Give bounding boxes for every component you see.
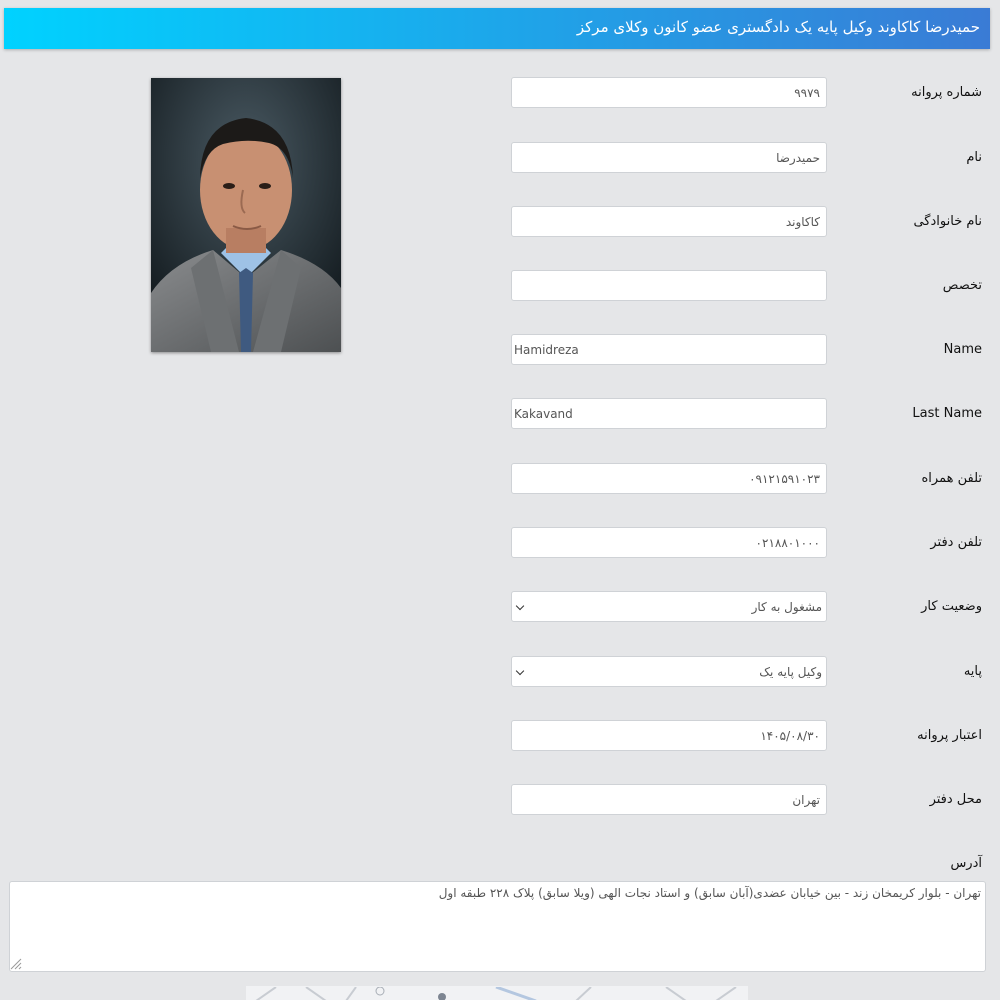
last-name-en-label: Last Name: [912, 406, 982, 421]
map-preview[interactable]: [246, 986, 748, 1000]
license-number-input[interactable]: [511, 77, 827, 108]
last-name-fa-row: [0, 206, 1000, 238]
last-name-en-row: [0, 398, 1000, 430]
office-phone-label: تلفن دفتر: [930, 535, 982, 550]
chevron-down-icon: [516, 602, 524, 610]
license-validity-input[interactable]: [511, 720, 827, 751]
first-name-en-label: Name: [943, 342, 982, 357]
license-validity-row: [0, 720, 1000, 752]
work-status-select[interactable]: [511, 591, 827, 622]
last-name-fa-input[interactable]: [511, 206, 827, 237]
work-status-label: وضعیت کار: [921, 599, 982, 614]
license-number-row: [0, 77, 1000, 109]
work-status-row: [0, 591, 1000, 623]
map-roads-graphic: [246, 987, 748, 1000]
specialty-input[interactable]: [511, 270, 827, 301]
page-title: حمیدرضا کاکاوند وکیل پایه یک دادگستری عضو کانون وکلای مرکز: [576, 18, 980, 36]
last-name-fa-label: نام خانوادگی: [913, 214, 982, 229]
office-phone-row: [0, 527, 1000, 559]
work-status-value: مشغول به کار: [751, 600, 822, 614]
office-location-input[interactable]: [511, 784, 827, 815]
address-label: آدرس: [950, 856, 982, 871]
first-name-fa-label: نام: [966, 150, 982, 165]
chevron-down-icon: [516, 667, 524, 675]
first-name-en-input[interactable]: [511, 334, 827, 365]
mobile-phone-label: تلفن همراه: [921, 471, 982, 486]
license-number-label: شماره پروانه: [911, 85, 982, 100]
license-validity-label: اعتبار پروانه: [917, 728, 982, 743]
first-name-fa-input[interactable]: [511, 142, 827, 173]
office-phone-input[interactable]: [511, 527, 827, 558]
first-name-fa-row: [0, 142, 1000, 174]
address-textarea[interactable]: [9, 881, 986, 972]
mobile-phone-input[interactable]: [511, 463, 827, 494]
page-header: [4, 8, 990, 49]
rank-label: پایه: [963, 664, 982, 679]
first-name-en-row: [0, 334, 1000, 366]
resize-handle-icon[interactable]: [10, 958, 22, 970]
rank-value: وکیل پایه یک: [759, 665, 822, 679]
rank-select[interactable]: [511, 656, 827, 687]
office-location-row: [0, 784, 1000, 816]
last-name-en-input[interactable]: [511, 398, 827, 429]
mobile-phone-row: [0, 463, 1000, 495]
specialty-row: [0, 270, 1000, 302]
specialty-label: تخصص: [942, 278, 982, 293]
rank-row: [0, 656, 1000, 688]
office-location-label: محل دفتر: [929, 792, 982, 807]
